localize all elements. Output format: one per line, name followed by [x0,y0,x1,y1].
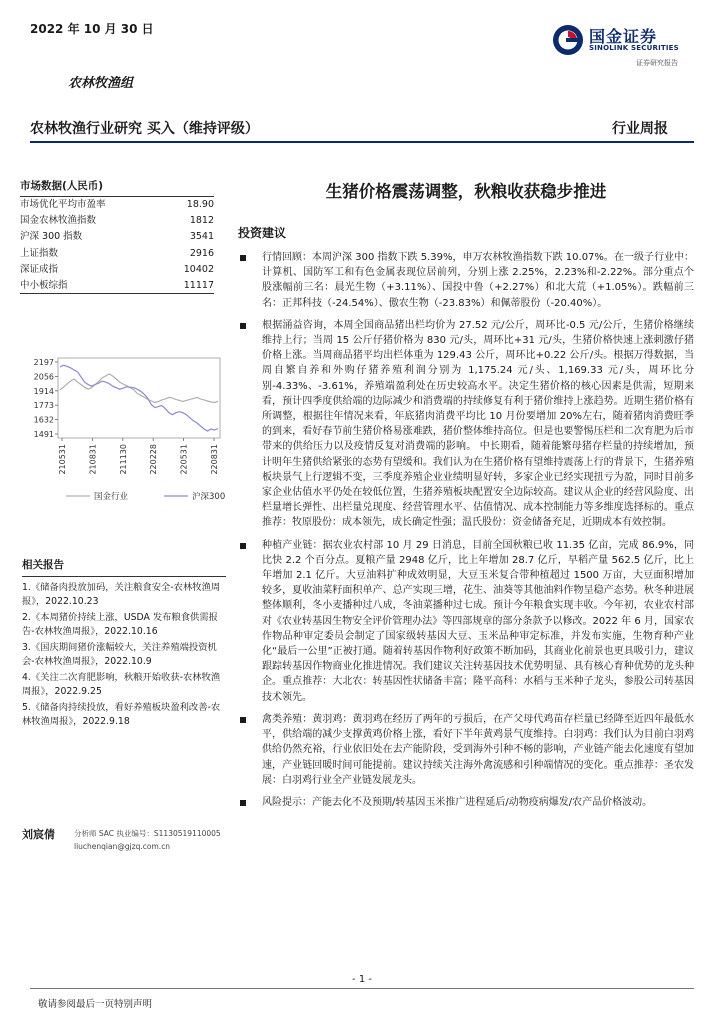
body-paragraph: 禽类养殖：黄羽鸡：黄羽鸡在经历了两年的亏损后，在产父母代鸡苗存栏量已经降至近四年最低水平，供给端的减少支撑黄鸡价格上涨，看好下半年黄鸡景气度维持。白羽鸡：我们认为目前白羽鸡供给仍然充裕，行业依旧处在去产能阶段，受到海外引种不畅的影响，产业链产能去化速度有望加速，产业链回暖时间可能提前。建议持续关注海外禽流感和引种端情况的变化。重点推荐：圣农发展：白羽鸡行业全产业链发展龙头。 [238,712,694,788]
legend-label: 国金行业 [94,492,129,502]
footer-disclaimer: 敬请参阅最后一页特别声明 [38,999,153,1010]
x-tick-label: 220228 [149,444,159,475]
company-logo [552,22,692,68]
market-data-title: 市场数据(人民币) [20,178,214,197]
analyst-email[interactable]: liuchenqian@gjzq.com.cn [74,842,171,851]
analyst-name: 刘宸倩 [22,828,55,841]
related-reports-title: 相关报告 [22,557,226,577]
analyst-info [74,827,221,853]
logo-subtitle: 证券研究报告 [636,59,678,67]
square-bullet-icon [240,717,246,723]
research-group: 农林牧渔组 [68,76,134,91]
body-paragraph: 行情回顾：本周沪深 300 指数下跌 5.39%，申万农林牧渔指数下跌 10.07%。在一级子行业中：计算机、国防军工和有色金属表现位居前列，分别上涨 2.25%，2.23%和-2.22%。部分重点个股涨幅前三名：晨光生物（+3.11%）、国投中鲁（+2.27%）和北大荒（+1.05%）。跌幅前三名：正邦科技（-24.54%）、傲农生物（-23.83%）和佩蒂股份（-20.40%）。 [238,250,694,311]
square-bullet-icon [240,543,246,549]
series-line-0 [60,374,218,403]
y-tick-label: 1632 [33,415,54,425]
market-row: 市场优化平均市盈率 18.90 [20,199,214,210]
x-tick-label: 220831 [210,444,219,475]
sinolink-logo-icon [552,24,584,56]
y-tick-label: 2056 [33,372,54,382]
y-tick-label: 1773 [33,401,54,411]
x-tick-label: 220531 [179,444,189,475]
related-report-item[interactable]: 3.《国庆期间猪价涨幅较大，关注养殖端投资机会-农林牧渔周报》，2022.10.9 [22,642,217,667]
report-type: 行业周报 [612,121,668,137]
header-divider [30,141,694,143]
report-title: 农林牧渔行业研究 买入（维持评级） [30,121,259,137]
headline: 生猪价格震荡调整，秋粮收获稳步推进 [325,182,607,201]
body-paragraph: 风险提示：产能去化不及预期/转基因玉米推广进程延后/动物疫病爆发/农产品价格波动。 [238,795,694,810]
logo-english-name: SINOLINK SECURITIES [589,44,679,52]
y-tick-label: 2197 [33,358,54,367]
footer-divider [30,988,694,989]
report-body [238,250,694,817]
logo-chinese-name: 国金证券 [589,27,658,46]
market-row: 上证指数 2916 [20,247,214,259]
body-paragraph: 种植产业链：据农业农村部 10 月 29 日消息，目前全国秋粮已收 11.35 亿亩，完成 86.9%，同比快 2.2 个百分点。夏粮产量 2948 亿斤，比上年增加 28.7 亿斤，早稻产量 562.5 亿斤，比上年增加 2.1 亿斤。大豆油料扩种成效明显，大豆玉米复合带种植超过 1500 万亩，大豆面积增加较多，夏收油菜籽面积单产、总产实现三增，花生、油葵等其他油料作物呈稳产态势。秋冬种进展整体顺利，冬小麦播种过八成，冬油菜播种过七成。预计今年粮食实现丰收。今年初，农业农村部对《农业转基因生物安全评价管理办法》等四部规章的部分条款予以修改。2022 年 6 月，国家农作物品种审定委员会制定了国家级转基因大豆、玉米品种审定标准，并发布实施，生物育种产业化“最后一公里”正被打通。随着转基因作物利好政策不断加码，其商业化前景也更具吸引力，建议跟踪转基因作物商业化推进情况。我们建议关注转基因技术优势明显、具有核心育种优势的龙头种企。重点推荐：大北农：转基因性状储备丰富；隆平高科：水稻与玉米种子龙头，参股公司转基因技术领先。 [238,538,694,705]
square-bullet-icon [240,255,246,261]
y-tick-label: 1914 [33,386,54,396]
market-row: 国金农林牧渔指数 1812 [20,215,214,227]
market-row: 沪深 300 指数 3541 [20,231,214,243]
section-title: 投资建议 [238,226,287,240]
square-bullet-icon [240,800,246,806]
related-reports [22,557,226,731]
related-report-item[interactable]: 4.《关注二次育肥影响，秋粮开始收获-农林牧渔周报》，2022.9.25 [22,672,221,697]
related-report-item[interactable]: 5.《储备肉持续投放，看好养殖板块盈利改善-农林牧渔周报》，2022.9.18 [22,702,221,727]
page-number: - 1 - [352,974,372,985]
related-report-item[interactable]: 2.《本周猪价持续上涨，USDA 发布粮食供需报告-农林牧渔周报》，2022.10.16 [22,612,218,637]
analyst-certificate: 分析师 SAC 执业编号：S1130519110005 [74,829,221,838]
x-tick-label: 210531 [58,444,67,475]
x-tick-label: 210831 [88,444,98,475]
related-report-item[interactable]: 1.《储备肉投放加码，关注粮食安全-农林牧渔周报》，2022.10.23 [22,582,221,607]
body-paragraph: 根据涌益咨询，本周全国商品猪出栏均价为 27.52 元/公斤，周环比-0.5 元/公斤，生猪价格继续维持上行；当周 15 公斤仔猪价格为 830 元/头，周环比+31 元/头，生猪价格快速上涨刺激仔猪价格上涨。当周商品猪平均出栏体重为 129.43 公斤，周环比+0.22 公斤/头。根据万得数据，当周自繁自养和外购仔猪养殖利润分别为 1,175.24 元/头、1,169.33 元/头，周环比分别-4.33%、-3.61%，养殖端盈利处在历史较高水平。决定生猪价格的核心因素是供需，短期来看，预计四季度供给端的边际减少和消费端的持续修复有利于猪价维持上涨趋势。近期生猪价格有所调整，根据往年情况来看，年底猪肉消费平均比 10 月份要增加 20%左右，随着猪肉消费旺季的到来，看好春节前生猪价格易涨难跌，猪价整体维持高位。但是也要警惕压栏和二次育肥为后市带来的供给压力以及疫情反复对消费端的影响。 中长期看，随着能繁母猪存栏量的持续增加，预计明年生猪供给紧张的态势有望缓和。我们认为在生猪价格有望维持震荡上行的背景下，生猪养殖板块景气上行逻辑不变，三季度养殖企业业绩明显好转，多家企业已经实现扭亏为盈，同时目前多家企业估值水平仍处在较低位置，生猪养殖板块配置安全边际较高。建议从企业的经营风险度、出栏量增长弹性、出栏量兑现度、经营管理水平、估值情况、成本控制能力等多维度选择标的。重点推荐：牧原股份：成本领先，成长确定性强；温氏股份：资金储备充足，近期成本有效控制。 [238,318,694,531]
market-row: 深证成指 10402 [20,263,214,275]
market-data-table [20,178,214,294]
x-tick-label: 211130 [118,444,128,475]
legend-label: 沪深300 [192,492,226,502]
square-bullet-icon [240,323,246,329]
market-row: 中小板综指 11117 [20,278,214,294]
y-tick-label: 1491 [33,430,54,439]
report-date: 2022 年 10 月 30 日 [30,22,154,36]
index-line-chart [24,346,234,516]
